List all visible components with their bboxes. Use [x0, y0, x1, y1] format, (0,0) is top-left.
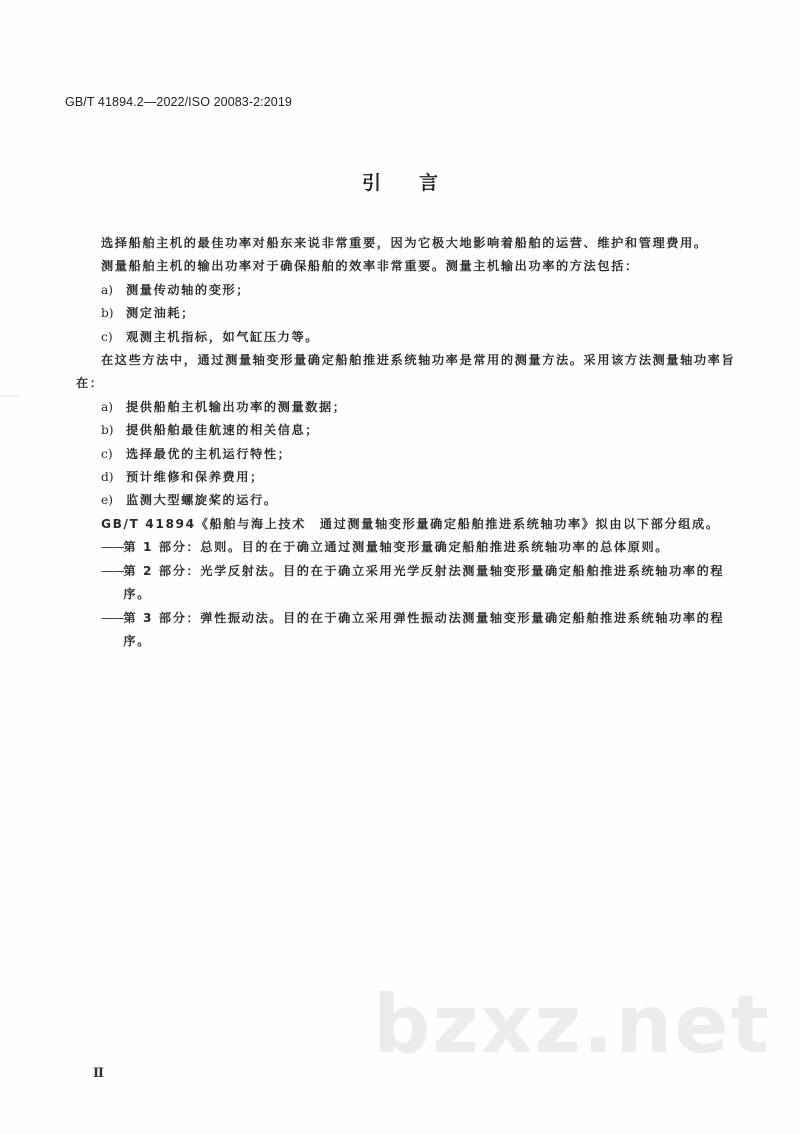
dash-marker: ——	[101, 540, 124, 555]
paragraph-parts-overview: GB/T 41894《船舶与海上技术 通过测量轴变形量确定船舶推进系统轴功率》拟由以下部分组成。	[101, 516, 720, 531]
list-item	[76, 302, 736, 325]
watermark: bzxz.net	[373, 978, 771, 1071]
page-number: Ⅱ	[93, 1066, 104, 1081]
methods-list	[76, 279, 736, 349]
list-item-text: 测定油耗；	[126, 306, 195, 321]
list-item-text: 第 3 部分：弹性振动法。目的在于确立采用弹性振动法测量轴变形量确定船舶推进系统轴功率的程序。	[123, 610, 725, 648]
list-item-text: 第 2 部分：光学反射法。目的在于确立采用光学反射法测量轴变形量确定船舶推进系统轴功率的程序。	[123, 563, 725, 602]
paragraph-measurement-methods: 测量船舶主机的输出功率对于确保船舶的效率非常重要。测量主机输出功率的方法包括：	[101, 259, 639, 274]
list-item	[76, 489, 736, 512]
list-item	[76, 443, 736, 466]
introduction-body	[76, 232, 736, 653]
paragraph-importance: 选择船舶主机的最佳功率对船东来说非常重要，因为它极大地影响着船舶的运营、维护和管理费用。	[101, 236, 708, 250]
dash-marker: ——	[101, 610, 124, 625]
list-marker: d)	[101, 470, 114, 485]
list-item	[76, 279, 736, 302]
list-marker: c)	[101, 446, 113, 461]
list-item-text: 观测主机指标，如气缸压力等。	[126, 329, 320, 344]
purposes-list	[76, 396, 736, 513]
list-marker: c)	[101, 329, 113, 344]
list-item	[76, 326, 736, 349]
list-marker: b)	[101, 423, 114, 438]
standard-number-header: GB/T 41894.2—2022/ISO 20083-2:2019	[65, 95, 292, 109]
list-item	[76, 419, 736, 442]
list-item-text: 预计维修和保养费用；	[126, 470, 264, 485]
list-item-text: 提供船舶最佳航速的相关信息；	[126, 423, 320, 438]
list-item-text: 选择最优的主机运行特性；	[126, 446, 292, 461]
parts-list	[76, 536, 736, 653]
list-marker: a)	[101, 282, 114, 297]
list-item-text: 提供船舶主机输出功率的测量数据；	[126, 399, 347, 414]
list-item-text: 第 1 部分：总则。目的在于确立通过测量轴变形量确定船舶推进系统轴功率的总体原则。	[123, 540, 670, 555]
list-item	[76, 560, 736, 607]
dash-marker: ——	[101, 563, 124, 578]
list-marker: b)	[101, 306, 114, 321]
scan-artifact	[0, 395, 20, 397]
section-title: 引言	[361, 172, 476, 194]
paragraph-purposes: 在这些方法中，通过测量轴变形量确定船舶推进系统轴功率是常用的测量方法。采用该方法测量轴功率旨在：	[76, 353, 736, 391]
list-item	[76, 466, 736, 489]
list-marker: a)	[101, 399, 114, 414]
list-item	[76, 536, 736, 559]
list-marker: e)	[101, 493, 113, 508]
list-item	[76, 607, 736, 654]
list-item-text: 测量传动轴的变形；	[126, 282, 251, 297]
list-item-text: 监测大型螺旋桨的运行。	[126, 493, 278, 508]
list-item	[76, 396, 736, 419]
